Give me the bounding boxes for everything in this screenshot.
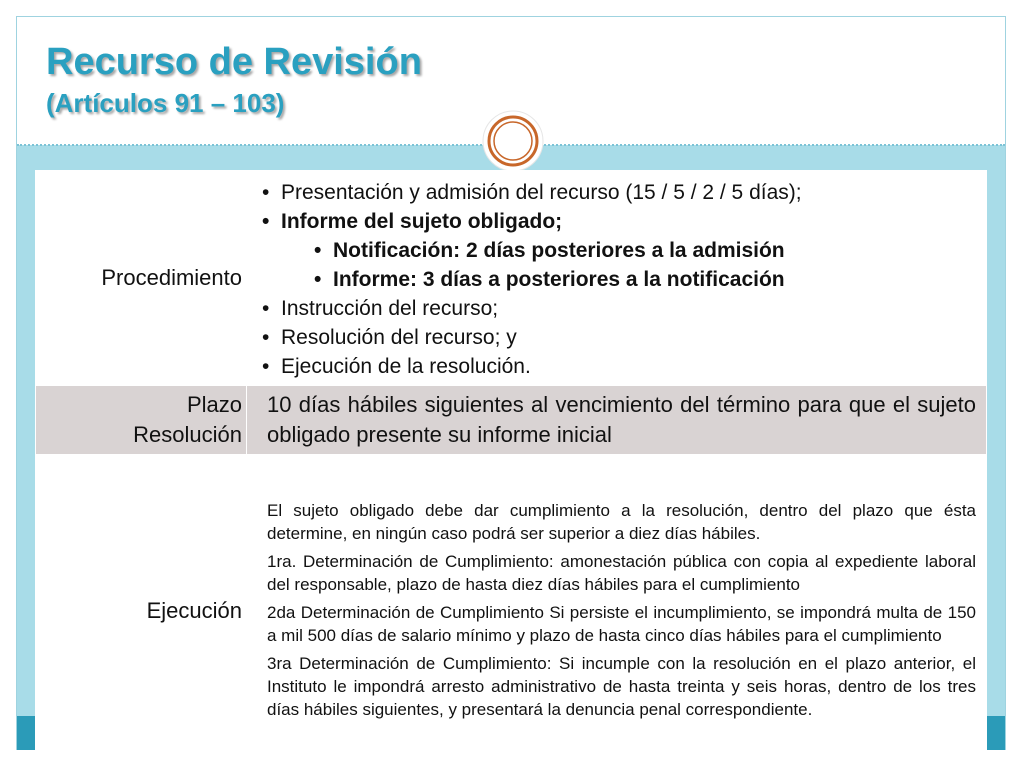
list-item: • Informe del sujeto obligado; bbox=[265, 207, 986, 236]
table-row-ejecucion bbox=[36, 455, 987, 768]
plazo-label bbox=[36, 386, 247, 455]
ejecucion-paragraph: 2da Determinación de Cumplimiento Si persiste el incumplimiento, se impondrá multa de 150 a mil 500 días de salario mínimo y plazo de hasta cinco días hábiles para el cumplimiento bbox=[267, 602, 976, 645]
ejecucion-label: Ejecución bbox=[36, 455, 247, 768]
plazo-text: 10 días hábiles siguientes al vencimiento del término para que el sujeto obligado presente su informe inicial bbox=[267, 392, 976, 447]
table-row-procedimiento bbox=[36, 171, 987, 386]
ejecucion-paragraph: El sujeto obligado debe dar cumplimiento a la resolución, dentro del plazo que ésta determine, en ningún caso podrá ser superior a diez días hábiles. bbox=[267, 500, 976, 543]
list-item: • Ejecución de la resolución. bbox=[265, 352, 986, 381]
ejecucion-paragraph: 1ra. Determinación de Cumplimiento: amonestación pública con copia al expediente laboral del responsable, plazo de hasta diez días hábiles para el cumplimiento bbox=[267, 551, 976, 594]
list-item: • Instrucción del recurso; bbox=[265, 294, 986, 323]
plazo-label-line1: Plazo bbox=[186, 392, 242, 417]
procedimiento-label: Procedimiento bbox=[36, 171, 247, 386]
procedimiento-list bbox=[247, 172, 986, 385]
content-table bbox=[35, 170, 987, 768]
ring-ornament-icon bbox=[481, 109, 545, 173]
list-item: • Resolución del recurso; y bbox=[265, 323, 986, 352]
ejecucion-text bbox=[247, 495, 986, 728]
ejecucion-paragraph: 3ra Determinación de Cumplimiento: Si incumple con la resolución en el plazo anterior, el Instituto le impondrá arresto administrativo de hasta treinta y seis horas, dentro de los tres días hábiles siguientes, y presentará la denuncia penal correspondiente. bbox=[267, 653, 976, 719]
table-row-plazo bbox=[36, 386, 987, 455]
list-item: • Presentación y admisión del recurso (15 / 5 / 2 / 5 días); bbox=[265, 178, 986, 207]
plazo-label-line2: Resolución bbox=[133, 422, 242, 447]
slide-subtitle: (Artículos 91 – 103) bbox=[46, 88, 285, 118]
procedimiento-cell bbox=[247, 171, 987, 386]
plazo-cell bbox=[247, 386, 987, 455]
list-item: • Notificación: 2 días posteriores a la admisión bbox=[265, 236, 986, 265]
slide-title: Recurso de Revisión bbox=[46, 41, 422, 83]
list-item: • Informe: 3 días a posteriores a la notificación bbox=[265, 265, 986, 294]
ejecucion-cell bbox=[247, 455, 987, 768]
